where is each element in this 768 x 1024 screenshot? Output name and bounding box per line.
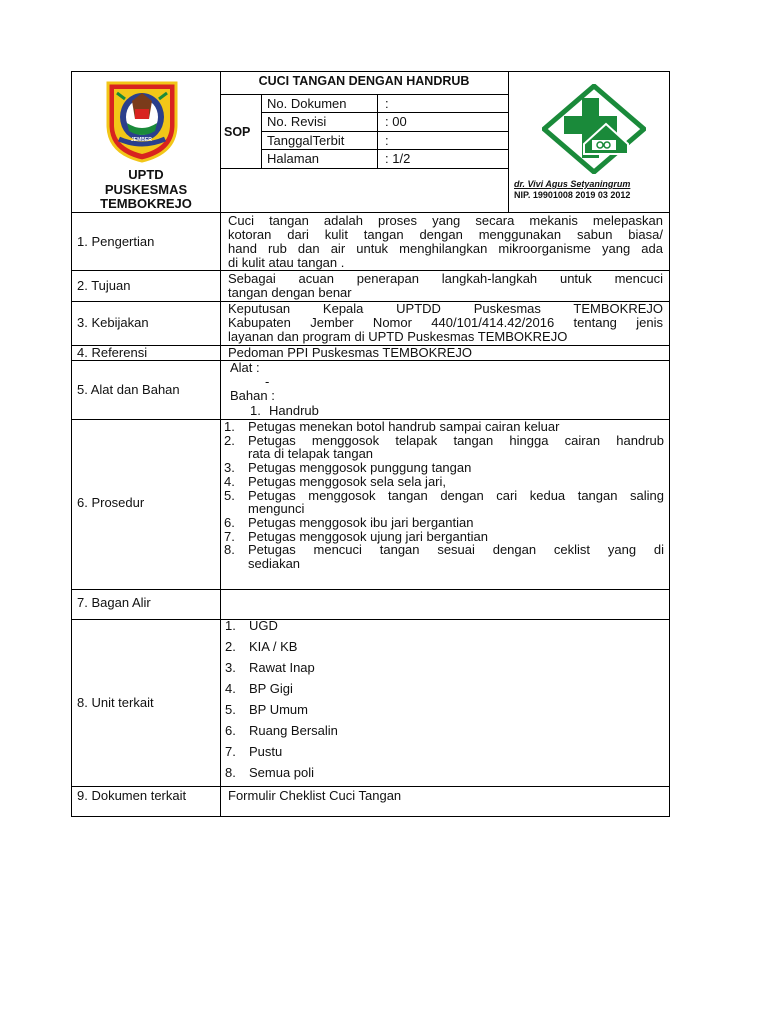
jember-regency-logo bbox=[105, 79, 179, 163]
unit-item-number: 1. bbox=[225, 618, 236, 633]
prosedur-step-number: 1. bbox=[224, 419, 235, 434]
prosedur-step-number: 8. bbox=[224, 542, 235, 558]
unit-item-number: 7. bbox=[225, 744, 236, 759]
prosedur-step bbox=[224, 461, 664, 475]
row-rule-4 bbox=[72, 360, 670, 361]
prosedur-step bbox=[224, 434, 664, 461]
label-alat-bahan: 5. Alat dan Bahan bbox=[77, 382, 180, 397]
pengertian-line-4: di kulit atau tangan . bbox=[228, 255, 345, 270]
meta-label-halaman: Halaman bbox=[267, 151, 320, 166]
prosedur-step bbox=[224, 489, 664, 516]
alat-label: Alat : bbox=[230, 360, 260, 375]
unit-item bbox=[225, 619, 625, 633]
alat-item: - bbox=[265, 374, 270, 389]
unit-item-text: BP Gigi bbox=[249, 681, 293, 696]
prosedur-step bbox=[224, 543, 664, 570]
meta-rule-4 bbox=[220, 168, 508, 169]
label-unit-terkait: 8. Unit terkait bbox=[77, 695, 154, 710]
unit-item-text: KIA / KB bbox=[249, 639, 298, 654]
col-divider bbox=[220, 72, 221, 817]
referensi-text: Pedoman PPI Puskesmas TEMBOKREJO bbox=[228, 345, 472, 360]
pengertian-line-3: hand rub dan air untuk menghilangkan mikroorganisme yang ada bbox=[228, 241, 663, 256]
unit-item-number: 3. bbox=[225, 660, 236, 675]
prosedur-step-text: mengunci bbox=[248, 501, 305, 517]
prosedur-step-text: Petugas menggosok ujung jari bergantian bbox=[248, 528, 488, 544]
meta-value-no-revisi: : 00 bbox=[385, 114, 407, 129]
prosedur-step bbox=[224, 475, 664, 489]
meta-value-no-dokumen: : bbox=[385, 96, 389, 111]
logo-caption: JEMBER bbox=[131, 137, 152, 143]
label-tujuan: 2. Tujuan bbox=[77, 278, 131, 293]
prosedur-step bbox=[224, 530, 664, 544]
tujuan-line-1: Sebagai acuan penerapan langkah-langkah untuk mencuci bbox=[228, 271, 663, 286]
unit-item bbox=[225, 661, 625, 675]
meta-rule-2 bbox=[261, 131, 508, 132]
title-rule bbox=[220, 94, 508, 95]
meta-rule-1 bbox=[261, 112, 508, 113]
prosedur-step-text: Petugas mencuci tangan sesuai dengan ceklist yang di bbox=[248, 542, 664, 558]
org-name-line-3: TEMBOKREJO bbox=[100, 196, 192, 211]
label-pengertian: 1. Pengertian bbox=[77, 234, 155, 249]
prosedur-step-number: 3. bbox=[224, 460, 235, 476]
label-kebijakan: 3. Kebijakan bbox=[77, 315, 149, 330]
prosedur-step-text: Petugas menekan botol handrub sampai cairan keluar bbox=[248, 419, 560, 434]
prosedur-step bbox=[224, 516, 664, 530]
pengertian-line-1: Cuci tangan adalah proses yang secara mekanis melepaskan bbox=[228, 213, 663, 228]
unit-item bbox=[225, 703, 625, 717]
row-rule-6 bbox=[72, 589, 670, 590]
unit-item-text: BP Umum bbox=[249, 702, 308, 717]
puskesmas-logo bbox=[542, 84, 646, 174]
prosedur-step-text: Petugas menggosok punggung tangan bbox=[248, 460, 472, 476]
prosedur-step-text: Petugas menggosok telapak tangan hingga cairan handrub bbox=[248, 432, 664, 448]
prosedur-step-number: 2. bbox=[224, 432, 235, 448]
prosedur-list bbox=[224, 420, 664, 571]
prosedur-step-text: Petugas menggosok ibu jari bergantian bbox=[248, 514, 474, 530]
meta-rule-3 bbox=[261, 149, 508, 150]
header-divider-right bbox=[508, 72, 509, 212]
unit-item-number: 8. bbox=[225, 765, 236, 780]
unit-item-text: Ruang Bersalin bbox=[249, 723, 338, 738]
unit-item bbox=[225, 682, 625, 696]
kebijakan-line-3: layanan dan program di UPTD Puskesmas TEMBOKREJO bbox=[228, 329, 568, 344]
unit-item-text: Pustu bbox=[249, 744, 283, 759]
unit-item-number: 2. bbox=[225, 639, 236, 654]
org-name-line-1: UPTD bbox=[128, 167, 164, 182]
unit-item-text: Rawat Inap bbox=[249, 660, 315, 675]
prosedur-step-text: sediakan bbox=[248, 556, 301, 572]
meta-label-no-dokumen: No. Dokumen bbox=[267, 96, 347, 111]
tujuan-line-2: tangan dengan benar bbox=[228, 285, 352, 300]
org-name-line-2: PUSKESMAS bbox=[104, 182, 188, 197]
kebijakan-line-1: Keputusan Kepala UPTDD Puskesmas TEMBOKREJO bbox=[228, 301, 663, 316]
prosedur-step-number: 7. bbox=[224, 528, 235, 544]
label-dokumen-terkait: 9. Dokumen terkait bbox=[77, 788, 187, 803]
prosedur-step-text: rata di telapak tangan bbox=[248, 446, 374, 462]
meta-value-halaman: : 1/2 bbox=[385, 151, 411, 166]
meta-label-tanggal-terbit: TanggalTerbit bbox=[267, 133, 345, 148]
prosedur-step-number: 4. bbox=[224, 473, 235, 489]
unit-item bbox=[225, 724, 625, 738]
unit-item-text: Semua poli bbox=[249, 765, 315, 780]
unit-item bbox=[225, 766, 625, 780]
prosedur-step-number: 6. bbox=[224, 514, 235, 530]
meta-label-no-revisi: No. Revisi bbox=[267, 114, 327, 129]
label-bagan-alir: 7. Bagan Alir bbox=[77, 595, 151, 610]
prosedur-step-text: Petugas menggosok sela sela jari, bbox=[248, 473, 447, 489]
document-title: CUCI TANGAN DENGAN HANDRUB bbox=[258, 74, 470, 88]
label-referensi: 4. Referensi bbox=[77, 345, 148, 360]
unit-item-text: UGD bbox=[249, 618, 278, 633]
signatory-nip: NIP. 19901008 2019 03 2012 bbox=[514, 190, 631, 200]
unit-list bbox=[225, 619, 625, 787]
label-prosedur: 6. Prosedur bbox=[77, 495, 145, 510]
pengertian-line-2: kotoran dari kulit tangan dengan menggunakan sabun biasa/ bbox=[228, 227, 663, 242]
unit-item-number: 6. bbox=[225, 723, 236, 738]
prosedur-step bbox=[224, 420, 664, 434]
unit-item-number: 5. bbox=[225, 702, 236, 717]
bahan-label: Bahan : bbox=[230, 388, 275, 403]
sop-document bbox=[71, 71, 670, 817]
meta-value-tanggal-terbit: : bbox=[385, 133, 389, 148]
unit-item bbox=[225, 745, 625, 759]
bahan-item-num: 1. bbox=[250, 403, 261, 418]
dokumen-terkait-text: Formulir Cheklist Cuci Tangan bbox=[228, 788, 402, 803]
sop-label: SOP bbox=[224, 125, 251, 139]
kebijakan-line-2: Kabupaten Jember Nomor 440/101/414.42/2016 tentang jenis bbox=[228, 315, 663, 330]
prosedur-step-number: 5. bbox=[224, 487, 235, 503]
signatory-name: dr. Vivi Agus Setyaningrum bbox=[514, 179, 631, 189]
prosedur-step-text: Petugas menggosok tangan dengan cari kedua tangan saling bbox=[248, 487, 664, 503]
unit-item-number: 4. bbox=[225, 681, 236, 696]
unit-item bbox=[225, 640, 625, 654]
bahan-item-text: Handrub bbox=[269, 403, 319, 418]
